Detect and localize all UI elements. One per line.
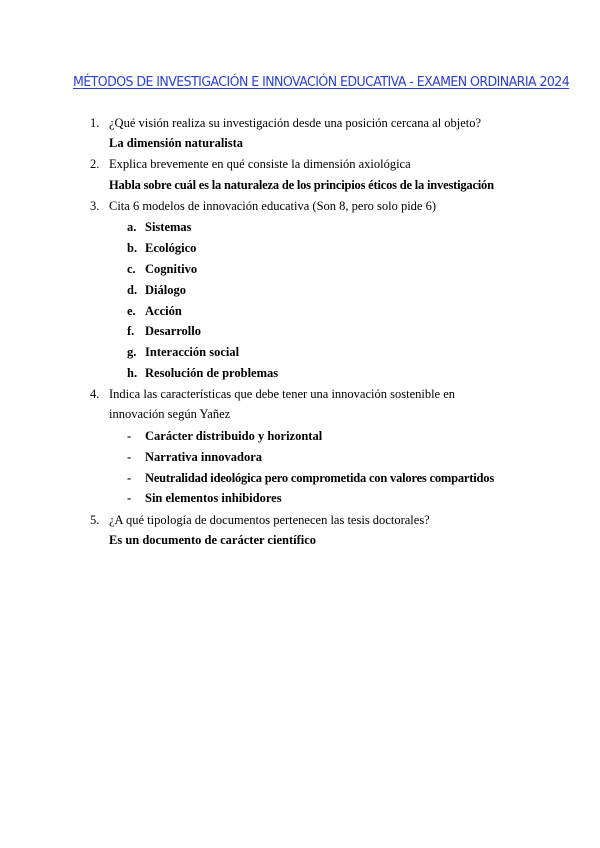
list-marker: c. xyxy=(127,262,136,276)
list-label: Sistemas xyxy=(145,220,192,234)
list-label: Carácter distribuido y horizontal xyxy=(145,429,323,443)
question-text: Explica brevemente en qué consiste la dimensión axiológica xyxy=(109,157,411,171)
list-marker: d. xyxy=(127,283,138,297)
question-text: Cita 6 modelos de innovación educativa (Son 8, pero solo pide 6) xyxy=(109,199,437,213)
list-marker: a. xyxy=(127,220,137,234)
list-marker: e. xyxy=(127,304,136,318)
list-label: Ecológico xyxy=(145,241,197,255)
list-marker: h. xyxy=(127,366,138,380)
answer-2: Habla sobre cuál es la naturaleza de los principios éticos de la investigación xyxy=(109,178,494,192)
list-marker: b. xyxy=(127,241,138,255)
list-marker: - xyxy=(127,429,132,443)
question-number: 3. xyxy=(90,199,100,213)
list-marker: - xyxy=(127,471,132,485)
list-marker: - xyxy=(127,491,132,505)
list-label: Neutralidad ideológica pero comprometida con valores compartidos xyxy=(145,471,494,485)
answer-1: La dimensión naturalista xyxy=(109,136,244,150)
list-label: Narrativa innovadora xyxy=(145,450,263,464)
question-text: Indica las características que debe tener una innovación sostenible en innovación según Yañez xyxy=(109,387,456,421)
list-marker: f. xyxy=(127,324,135,338)
document-title: MÉTODOS DE INVESTIGACIÓN E INNOVACIÓN EDUCATIVA - EXAMEN ORDINARIA 2024 xyxy=(73,74,570,90)
list-label: Desarrollo xyxy=(145,324,202,338)
list-marker: - xyxy=(127,450,132,464)
list-label: Acción xyxy=(145,304,182,318)
answer-5: Es un documento de carácter científico xyxy=(109,533,317,547)
question-text: ¿A qué tipología de documentos pertenecen las tesis doctorales? xyxy=(109,513,430,527)
question-number: 5. xyxy=(90,513,100,527)
list-marker: g. xyxy=(127,345,137,359)
list-label: Resolución de problemas xyxy=(145,366,279,380)
question-text: ¿Qué visión realiza su investigación desde una posición cercana al objeto? xyxy=(109,116,482,130)
question-number: 1. xyxy=(90,116,100,130)
list-label: Cognitivo xyxy=(145,262,198,276)
question-number: 2. xyxy=(90,157,100,171)
list-label: Sin elementos inhibidores xyxy=(145,491,282,505)
list-label: Diálogo xyxy=(145,283,186,297)
question-number: 4. xyxy=(90,387,100,401)
list-label: Interacción social xyxy=(145,345,240,359)
